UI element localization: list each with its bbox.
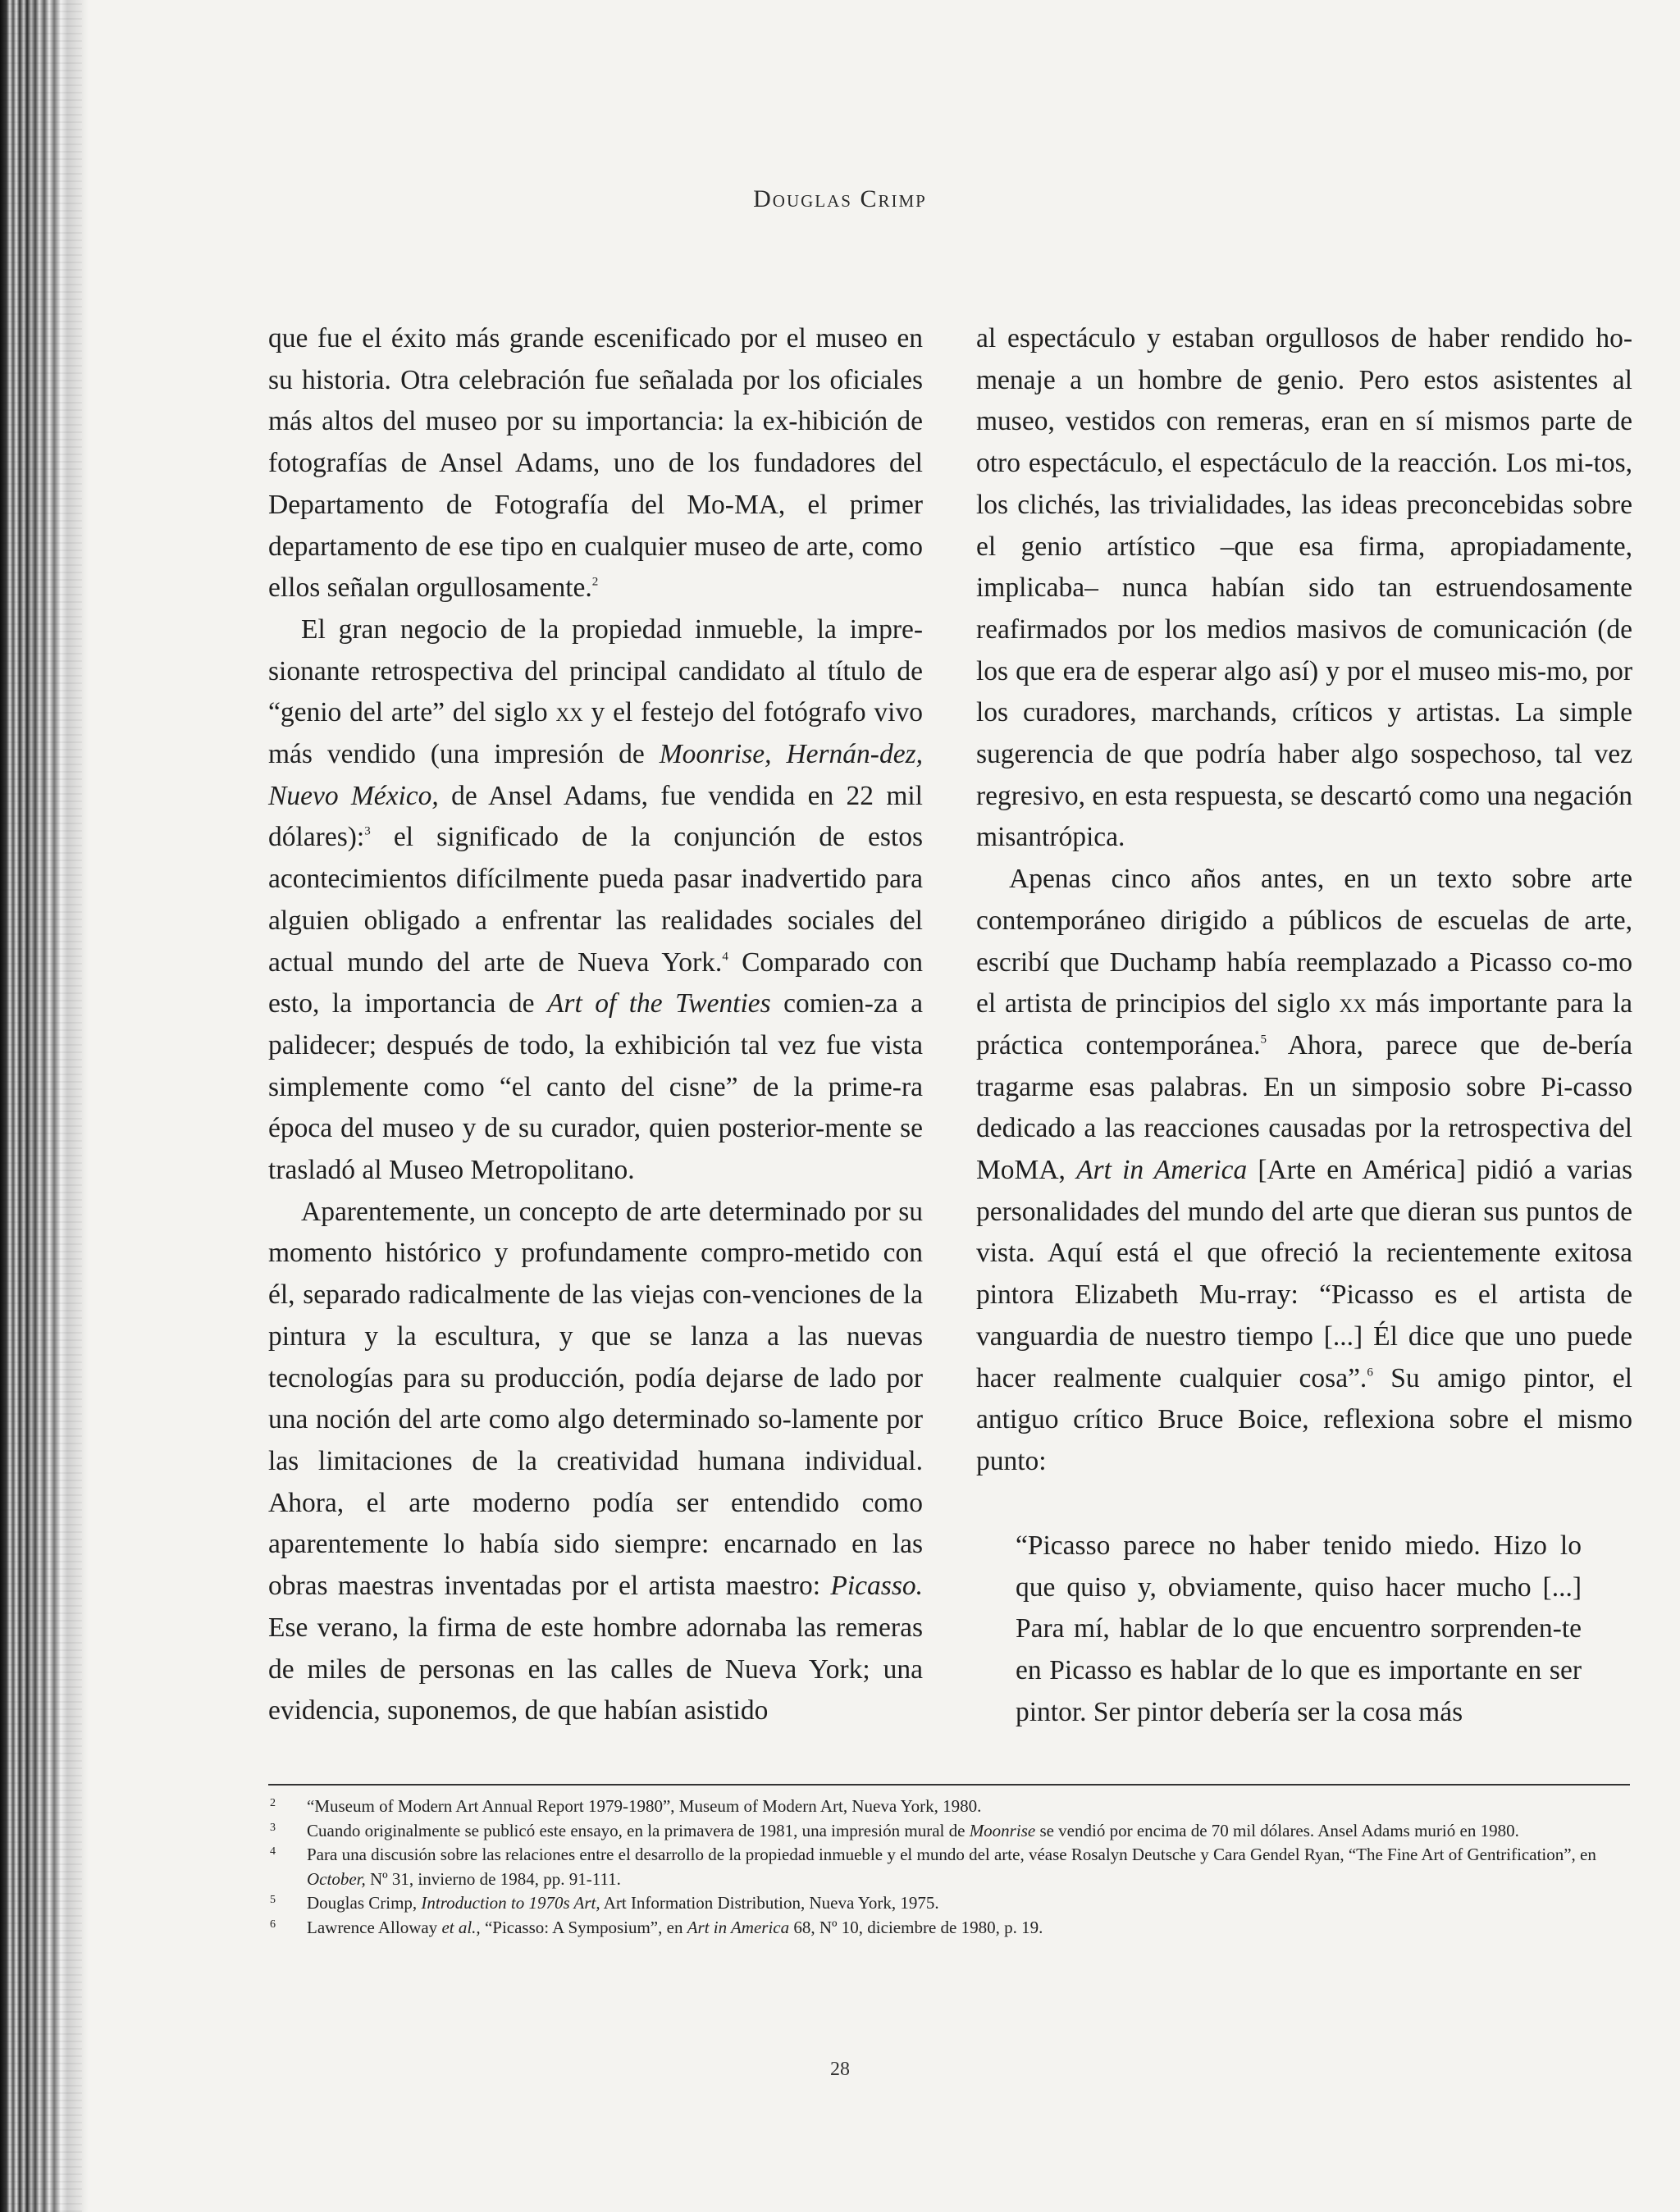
footnote-number: 4 — [270, 1845, 276, 1858]
footnote-emphasis: Introduction to 1970s Art, — [421, 1893, 600, 1913]
artwork-title: Moonrise, Hernán-dez, Nuevo México, — [268, 739, 923, 811]
binding-edge-lines — [0, 0, 82, 2212]
text-run: de Ansel Adams, fue vendida en 22 mil dólares): — [268, 780, 923, 853]
text-run: que fue el éxito más grande escenificado por el museo en su historia. Otra celebración fue señalada por los oficiales más altos del museo por su importancia: la ex-hibición de fotografías de Ansel Adams, uno de los fundadores del Departamento de Fotografía del Mo-MA, el primer departamento de ese tipo en cualquier museo de arte, como ellos señalan orgullosamente. — [268, 323, 923, 604]
footnote — [268, 1916, 1630, 1941]
footnote-text: Lawrence Alloway — [307, 1917, 442, 1937]
page-number: 28 — [830, 2059, 850, 2080]
text-run: [Arte en América] pidió a varias personalidades del mundo del arte que dieran sus puntos de vista. Aquí está el que ofreció la recientemente exitosa pintora Elizabeth Mu-rray: “Picasso es el artista de vanguardia de nuestro tiempo [...] Él dice que uno puede hacer realmente cualquier cosa”. — [976, 1155, 1632, 1393]
paragraph — [268, 318, 923, 609]
footnote-number: 2 — [270, 1797, 276, 1809]
footnote — [268, 1819, 1630, 1844]
text-run: el significado de la conjunción de estos acontecimientos difícilmente pueda pasar inadvertido para alguien obligado a enfrentar las realidades sociales del actual mundo del arte de Nueva York. — [268, 822, 923, 978]
text-run: Su amigo pintor, el antiguo crítico Bruce Boice, reflexiona sobre el mismo punto: — [976, 1362, 1632, 1476]
text-run: comien-za a palidecer; después de todo, la exhibición tal vez fue vista simplemente como “el canto del cisne” de la prime-ra época del museo y de su curador, quien posterior-mente se trasladó al Museo Metropolitano. — [268, 988, 923, 1186]
text-run: Aparentemente, un concepto de arte determinado por su momento histórico y profundamente compro-metido con él, separado radicalmente de las viejas con-venciones de la pintura y la escultura, y que se lanza a las nuevas tecnologías para su producción, podía dejarse de lado por una noción del arte como algo determinado so-lamente por las limitaciones de la creatividad humana individual. Ahora, el arte moderno podía ser entendido como aparentemente lo había sido siempre: encarnado en las obras maestras inventadas por el artista maestro: — [268, 1196, 923, 1602]
text-run: El gran negocio de la propiedad inmueble, la impre-sionante retrospectiva del principal candidato al título de “genio del arte” del siglo — [268, 613, 923, 728]
footnote-emphasis: October, — [307, 1868, 366, 1889]
running-header: Douglas Crimp — [753, 185, 927, 212]
footnote-ref: 6 — [1367, 1366, 1373, 1380]
footnotes — [268, 1795, 1630, 1940]
footnote-text: 68, Nº 10, diciembre de 1980, p. 19. — [789, 1917, 1043, 1937]
footnote-text: Nº 31, invierno de 1984, pp. 91-111. — [365, 1868, 621, 1889]
footnote — [268, 1795, 1630, 1819]
left-column — [268, 318, 923, 1732]
text-run: Ese verano, la firma de este hombre adornaba las remeras de miles de personas en las calles de Nueva York; una evidencia, suponemos, de que habían asistido — [268, 1612, 923, 1726]
text-run: y el festejo del fotógrafo vivo más vendido (una impresión de — [268, 697, 923, 770]
emphasis: Picasso. — [830, 1571, 923, 1602]
footnote-emphasis: et al., — [441, 1917, 481, 1937]
magazine-title: Art in America — [1076, 1155, 1248, 1186]
footnote-emphasis: Moonrise — [969, 1820, 1036, 1840]
block-quote — [1016, 1526, 1582, 1734]
footnote-emphasis: Art in America — [687, 1917, 790, 1937]
century-numeral: xx — [555, 697, 583, 728]
footnote-text: se vendió por encima de 70 mil dólares. Ansel Adams murió en 1980. — [1035, 1820, 1519, 1840]
footnote — [268, 1843, 1630, 1891]
footnote-text: Art Information Distribution, Nueva York, 1975. — [600, 1893, 939, 1913]
footnote — [268, 1891, 1630, 1916]
footnote-ref: 4 — [722, 949, 728, 963]
paragraph — [976, 859, 1632, 1483]
paragraph — [268, 1192, 923, 1732]
footnote-text: “Picasso: A Symposium”, en — [480, 1917, 687, 1937]
text-run: Comparado con esto, la importancia de — [268, 946, 923, 1019]
footnote-number: 3 — [270, 1821, 276, 1834]
century-numeral: xx — [1339, 988, 1367, 1019]
footnote-ref: 5 — [1260, 1033, 1267, 1047]
footnote-ref: 3 — [364, 824, 371, 838]
footnote-number: 5 — [270, 1894, 276, 1906]
footnote-text: Cuando originalmente se publicó este ensayo, en la primavera de 1981, una impresión mural de — [307, 1820, 970, 1840]
paragraph: al espectáculo y estaban orgullosos de haber rendido ho-menaje a un hombre de genio. Pero estos asistentes al museo, vestidos con remeras, eran en sí mismos parte de otro espectáculo, el espectáculo de la reacción. Los mi-tos, los clichés, las trivialidades, las ideas preconcebidas sobre el genio artístico –que esa firma, apropiadamente, implicaba– nunca habían sido tan estruendosamente reafirmados por los medios masivos de comunicación (de los que era de esperar algo así) y por el museo mis-mo, por los curadores, marchands, críticos y artistas. La simple sugerencia de que podría haber algo sospechoso, tal vez regresivo, en esta respuesta, se descartó como una negación misantrópica. — [976, 323, 1632, 853]
footnote-number: 6 — [270, 1918, 276, 1931]
paragraph — [268, 609, 923, 1192]
footnote-text: Douglas Crimp, — [307, 1893, 422, 1913]
footnote-text: Para una discusión sobre las relaciones entre el desarrollo de la propiedad inmueble y el mundo del arte, véase Rosalyn Deutsche y Cara Gendel Ryan, “The Fine Art of Gentrification”, en — [307, 1845, 1596, 1864]
footnote-text: “Museum of Modern Art Annual Report 1979-1980”, Museum of Modern Art, Nueva York, 1980. — [307, 1796, 982, 1816]
text-run: Apenas cinco años antes, en un texto sobre arte contemporáneo dirigido a públicos de escuelas de arte, escribí que Duchamp había reemplazado a Picasso co-mo el artista de principios del siglo — [976, 864, 1632, 1019]
exhibition-title: Art of the Twenties — [546, 988, 771, 1019]
quote-text: “Picasso parece no haber tenido miedo. Hizo lo que quiso y, obviamente, quiso hacer mucho [...] Para mí, hablar de lo que encuentro sorprenden-te en Picasso es hablar de lo que es importante en ser pintor. Ser pintor debería ser la cosa más — [1016, 1530, 1582, 1727]
text-run: Ahora, parece que de-bería tragarme esas palabras. En un simposio sobre Pi-casso dedicado a las reacciones causadas por la retrospectiva del MoMA, — [976, 1029, 1632, 1186]
footnote-divider — [268, 1784, 1630, 1786]
text-run: más importante para la práctica contemporánea. — [976, 988, 1632, 1060]
footnote-ref: 2 — [591, 575, 599, 589]
right-column — [976, 318, 1632, 1483]
